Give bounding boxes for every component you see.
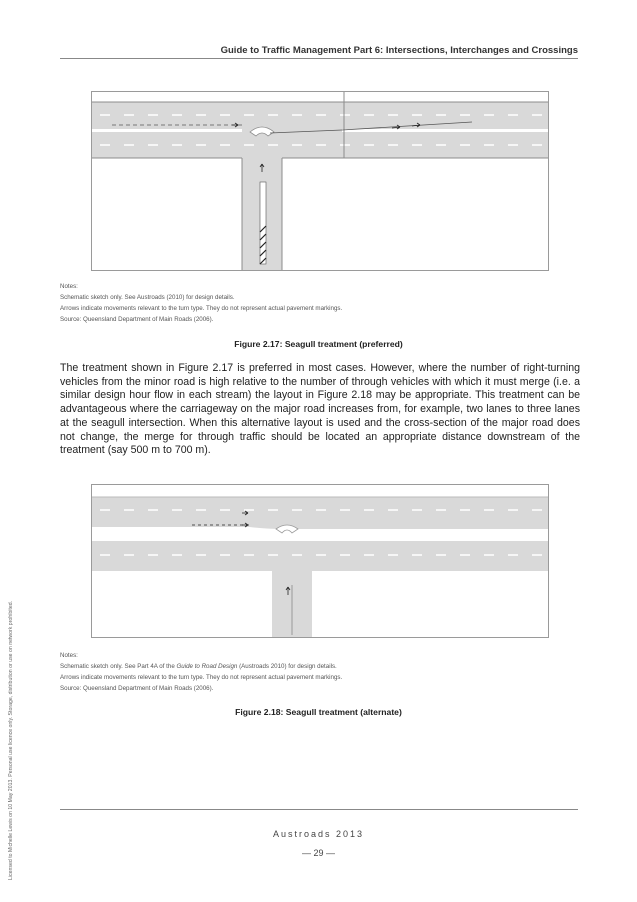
page-number: — 29 — <box>301 848 335 858</box>
median-island-east <box>290 531 548 537</box>
note-line: Arrows indicate movements relevant to the turn type. They do not represent actual pavement markings. <box>60 305 343 312</box>
median-strip <box>92 129 242 132</box>
median-island <box>92 531 284 537</box>
note-line: Source: Queensland Department of Main Roads (2006). <box>60 316 214 323</box>
note-line: Arrows indicate movements relevant to the turn type. They do not represent actual pavement markings. <box>60 674 343 681</box>
licence-side-note: Licensed to Michelle Lewis on 10 May 2013. Personal use licence only. Storage, distribution or use on network prohibited. <box>8 600 14 880</box>
note-line <box>60 661 342 672</box>
figure-2-17-caption: Figure 2.17: Seagull treatment (preferred) <box>234 339 403 349</box>
footer-organisation: Austroads 2013 <box>272 829 365 839</box>
body-paragraph: The treatment shown in Figure 2.17 is preferred in most cases. However, where the number of right-turning vehicles from the minor road is high relative to the number of through vehicles with which it must merge (i.e. a similar design hour flow in each stream) the layout in Figure 2.18 may be appropriate. This treatment can be advantageous where the carriageway on the major road increases from, for example, two lanes to three lanes at the seagull intersection. When this alternative layout is used and the cross-section of the major road does not change, the merge for through traffic should be located an appropriate distance downstream of the treatment (say 500 m to 700 m). <box>60 362 580 457</box>
notes-heading: Notes: <box>60 283 78 290</box>
figure-2-17-diagram <box>91 91 549 271</box>
figure-2-17-svg <box>92 92 548 270</box>
figure-2-18-diagram <box>91 484 549 638</box>
note-title-italic: Guide to Road Design <box>176 663 238 670</box>
figure-2-18-svg <box>92 485 548 637</box>
running-header: Guide to Traffic Management Part 6: Intersections, Interchanges and Crossings <box>220 45 578 56</box>
header-rule <box>60 58 578 59</box>
note-text: Schematic sketch only. See Part 4A of the <box>60 663 177 670</box>
figure-2-18-caption: Figure 2.18: Seagull treatment (alternate) <box>235 707 402 717</box>
footer-rule <box>60 809 578 810</box>
note-text: (Austroads 2010) for design details. <box>237 663 337 670</box>
figure-2-18-notes <box>60 650 342 694</box>
bottom-carriageway <box>92 541 548 571</box>
note-line: Source: Queensland Department of Main Roads (2006). <box>60 685 214 692</box>
note-line: Schematic sketch only. See Austroads (2010) for design details. <box>60 294 235 301</box>
notes-heading: Notes: <box>60 652 78 659</box>
median-strip-east <box>342 129 548 132</box>
figure-2-17-notes <box>60 281 342 325</box>
